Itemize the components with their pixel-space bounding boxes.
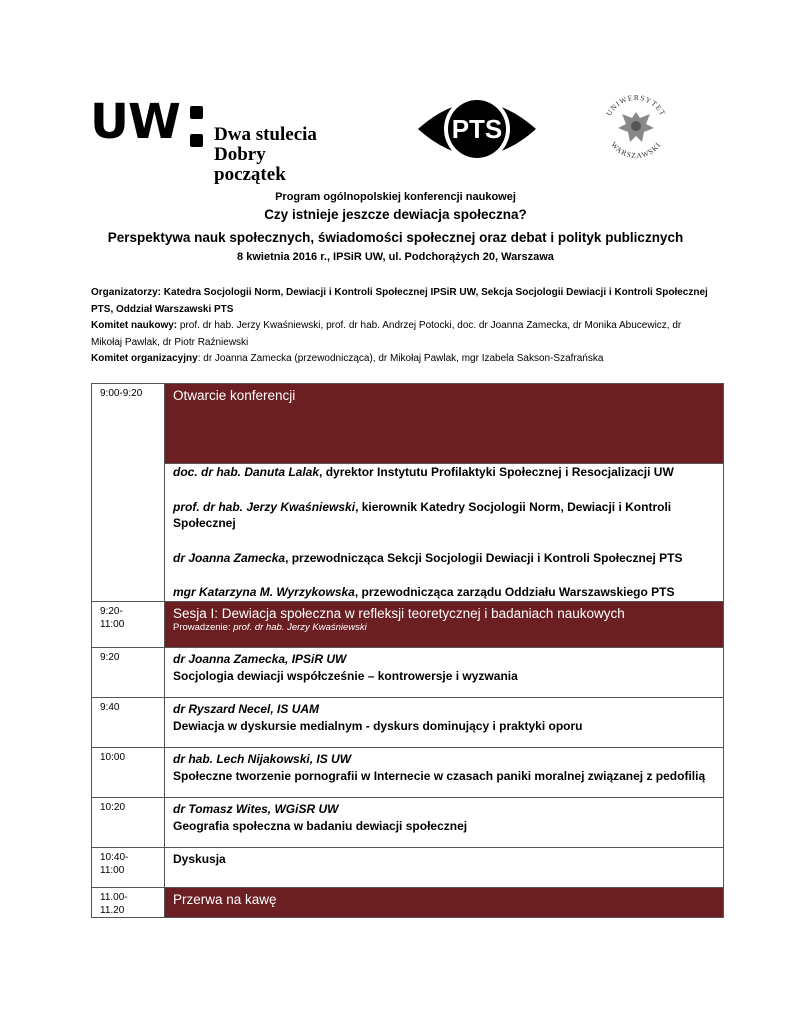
organizing-committee-label: Komitet organizacyjny [91, 353, 198, 364]
time-cell: 9:00-9:20 [92, 384, 165, 602]
discussion-cell: Dyskusja [165, 848, 724, 888]
speaker-entry: dr Joanna Zamecka, przewodnicząca Sekcji Socjologii Dewiacji i Kontroli Społecznej PTS [173, 550, 683, 565]
time-cell: 11.00- 11.20 [92, 888, 165, 918]
program-table [91, 383, 724, 918]
uw-logo-tagline [214, 125, 340, 185]
table-row [92, 798, 724, 848]
table-row [92, 648, 724, 698]
table-row [92, 464, 724, 602]
uw-logo-letters: UW [90, 94, 180, 150]
pts-logo-eye-icon [416, 90, 538, 168]
uw-logo [90, 88, 340, 185]
time-cell: 10:00 [92, 748, 165, 798]
table-row [92, 848, 724, 888]
time-cell: 9:20 [92, 648, 165, 698]
talk-cell: dr Ryszard Necel, IS UAM Dewiacja w dyskursie medialnym - dyskurs dominujący i praktyki oporu [165, 698, 724, 748]
organizers-text: Organizatorzy: Katedra Socjologii Norm, Dewiacji i Kontroli Społecznej IPSiR UW, Sekcja Socjologii Dewiacji i Kontroli Społecznej PTS, Oddział Warszawski PTS [91, 287, 708, 315]
table-row [92, 602, 724, 648]
conference-subtitle: Perspektywa nauk społecznych, świadomości społecznej oraz debat i polityk publicznych [107, 230, 684, 245]
time-cell: 9:20- 11:00 [92, 602, 165, 648]
talk-cell: dr Joanna Zamecka, IPSiR UW Socjologia dewiacji współcześnie – kontrowersje i wyzwania [165, 648, 724, 698]
organizing-committee-text: : dr Joanna Zamecka (przewodnicząca), dr Mikołaj Pawlak, mgr Izabela Sakson-Szafrańska [197, 353, 604, 364]
table-row [92, 698, 724, 748]
svg-text:WARSZAWSKI [609, 140, 663, 160]
break-cell [165, 888, 724, 918]
session-header [165, 602, 724, 648]
header-subtitle: Program ogólnopolskiej konferencji naukowej [275, 191, 516, 203]
seal-bottom-text: WARSZAWSKI [609, 140, 663, 161]
speaker-entry: mgr Katarzyna M. Wyrzykowska, przewodnicząca zarządu Oddziału Warszawskiego PTS [173, 585, 675, 599]
break-title: Przerwa na kawę [173, 892, 277, 907]
uw-tagline-2: Dobry początek [214, 144, 286, 185]
pts-logo-text: PTS [451, 114, 503, 144]
talk-cell: dr Tomasz Wites, WGiSR UW Geografia społeczna w badaniu dewiacji społecznej [165, 798, 724, 848]
time-cell: 9:40 [92, 698, 165, 748]
session-chair: Prowadzenie: prof. dr hab. Jerzy Kwaśniewski [173, 622, 367, 633]
time-cell: 10:20 [92, 798, 165, 848]
talk-cell: dr hab. Lech Nijakowski, IS UW Społeczne tworzenie pornografii w Internecie w czasach paniki moralnej związanej z pedofilią [165, 748, 724, 798]
time-cell: 10:40- 11:00 [92, 848, 165, 888]
conference-title: Czy istnieje jeszcze dewiacja społeczna? [264, 207, 527, 222]
organizers-block [91, 285, 711, 368]
table-row [92, 748, 724, 798]
university-seal-icon [598, 90, 674, 166]
table-row [92, 384, 724, 464]
speaker-entry: prof. dr hab. Jerzy Kwaśniewski, kierownik Katedry Socjologii Norm, Dewiacji i Kontroli Społecznej [173, 499, 672, 530]
opening-speakers [165, 464, 724, 602]
table-row [92, 888, 724, 918]
seal-top-text: UNIWERSYTET [604, 92, 668, 118]
session-header [165, 384, 724, 464]
uw-tagline-1: Dwa stulecia [214, 124, 317, 145]
session-title: Sesja I: Dewiacja społeczna w refleksji teoretycznej i badaniach naukowych [173, 606, 625, 621]
speaker-entry: doc. dr hab. Danuta Lalak, dyrektor Instytutu Profilaktyki Społecznej i Resocjalizacji UW [173, 465, 674, 479]
conference-date-place: 8 kwietnia 2016 r., IPSiR UW, ul. Podchorążych 20, Warszawa [237, 251, 554, 263]
uw-logo-dots [190, 96, 210, 156]
scientific-committee-text: prof. dr hab. Jerzy Kwaśniewski, prof. dr hab. Andrzej Potocki, doc. dr Joanna Zamecka, dr Monika Abucewicz, dr Mikołaj Pawlak, dr Piotr Raźniewski [91, 320, 682, 348]
scientific-committee-label: Komitet naukowy: [91, 320, 178, 331]
session-title: Otwarcie konferencji [173, 388, 296, 403]
